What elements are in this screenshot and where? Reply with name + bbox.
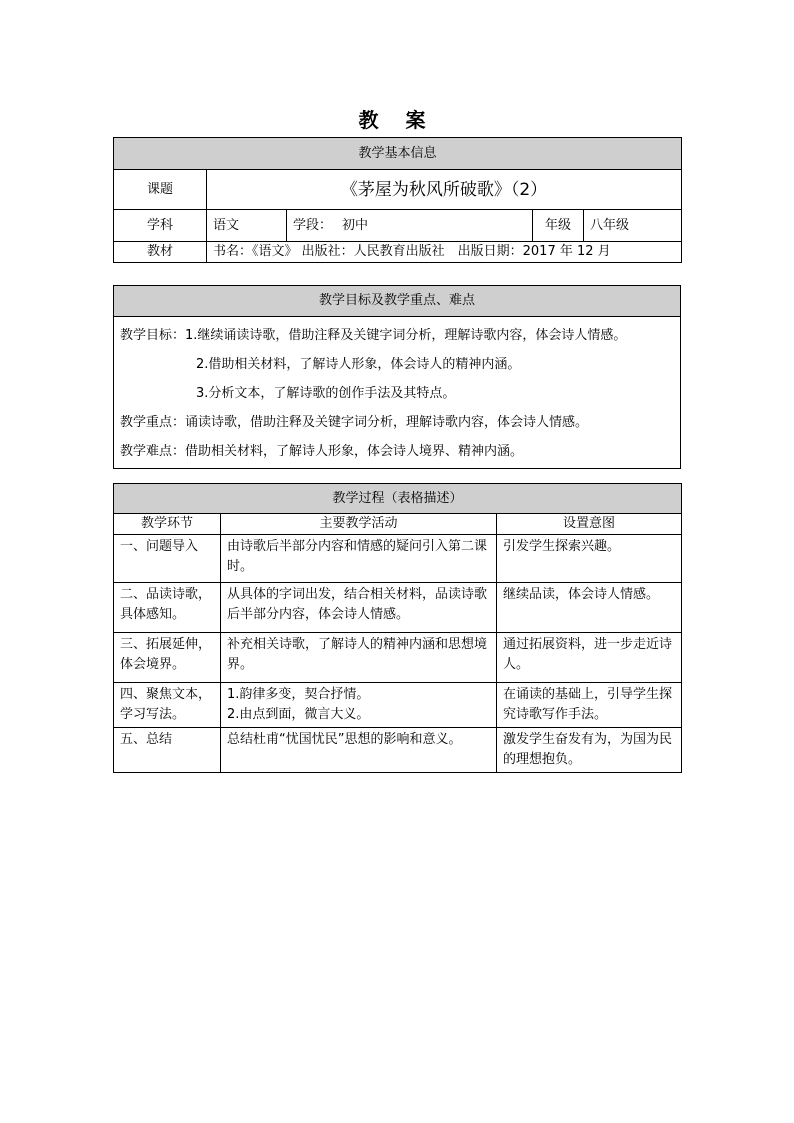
intent-cell: 引发学生探索兴趣。 — [497, 535, 682, 583]
stage-cell — [287, 210, 533, 242]
subject-value: 语文 — [207, 210, 287, 242]
stage-label: 学段： — [293, 217, 333, 233]
stage-cell: 二、品读诗歌，具体感知。 — [114, 583, 221, 633]
activity-cell: 补充相关诗歌，了解诗人的精神内涵和思想境界。 — [221, 633, 497, 683]
activity-cell: 由诗歌后半部分内容和情感的疑问引入第二课时。 — [221, 535, 497, 583]
objective-line: 2.借助相关材料，了解诗人形象，体会诗人的精神内涵。 — [196, 357, 521, 372]
objective-line: 3.分析文本，了解诗歌的创作手法及其特点。 — [196, 386, 456, 401]
column-header-stage: 教学环节 — [114, 514, 221, 535]
stage-cell: 四、聚焦文本，学习写法。 — [114, 683, 221, 728]
objectives-body — [114, 317, 681, 469]
objectives-table — [113, 285, 681, 469]
basic-info-table — [113, 137, 682, 263]
stage-cell: 三、拓展延伸，体会境界。 — [114, 633, 221, 683]
activity-cell: 总结杜甫“忧国忧民”思想的影响和意义。 — [221, 728, 497, 773]
table-row — [114, 583, 682, 633]
grade-value: 八年级 — [584, 210, 682, 242]
textbook-label: 教材 — [114, 242, 207, 263]
intent-cell: 激发学生奋发有为，为国为民的理想抱负。 — [497, 728, 682, 773]
topic-value: 《茅屋为秋风所破歌》（2） — [207, 170, 682, 210]
table-row — [114, 728, 682, 773]
page-title: 教 案 — [358, 108, 436, 132]
table-row — [114, 633, 682, 683]
intent-cell: 通过拓展资料，进一步走近诗人。 — [497, 633, 682, 683]
intent-cell: 继续品读，体会诗人情感。 — [497, 583, 682, 633]
activity-cell: 1.韵律多变，契合抒情。 2.由点到面，微言大义。 — [221, 683, 497, 728]
intent-cell: 在诵读的基础上，引导学生探究诗歌写作手法。 — [497, 683, 682, 728]
difficulty-line: 教学难点：借助相关材料，了解诗人形象，体会诗人境界、精神内涵。 — [120, 444, 524, 459]
stage-cell: 一、问题导入 — [114, 535, 221, 583]
process-table — [113, 483, 682, 773]
table-row — [114, 683, 682, 728]
topic-label: 课题 — [114, 170, 207, 210]
process-header: 教学过程（表格描述） — [114, 484, 682, 514]
stage-cell: 五、总结 — [114, 728, 221, 773]
key-point-line: 教学重点：诵读诗歌，借助注释及关键字词分析，理解诗歌内容，体会诗人情感。 — [120, 415, 589, 430]
table-row — [114, 535, 682, 583]
stage-value: 初中 — [342, 217, 369, 233]
activity-cell: 从具体的字词出发，结合相关材料，品读诗歌后半部分内容，体会诗人情感。 — [221, 583, 497, 633]
basic-info-header: 教学基本信息 — [114, 138, 682, 170]
textbook-value: 书名：《语文》 出版社：人民教育出版社 出版日期：2017 年 12 月 — [207, 242, 682, 263]
column-header-activity: 主要教学活动 — [221, 514, 497, 535]
objective-line: 教学目标：1.继续诵读诗歌，借助注释及关键字词分析，理解诗歌内容，体会诗人情感。 — [120, 328, 627, 343]
subject-label: 学科 — [114, 210, 207, 242]
grade-label: 年级 — [533, 210, 584, 242]
objectives-header: 教学目标及教学重点、难点 — [114, 286, 681, 317]
column-header-intent: 设置意图 — [497, 514, 682, 535]
